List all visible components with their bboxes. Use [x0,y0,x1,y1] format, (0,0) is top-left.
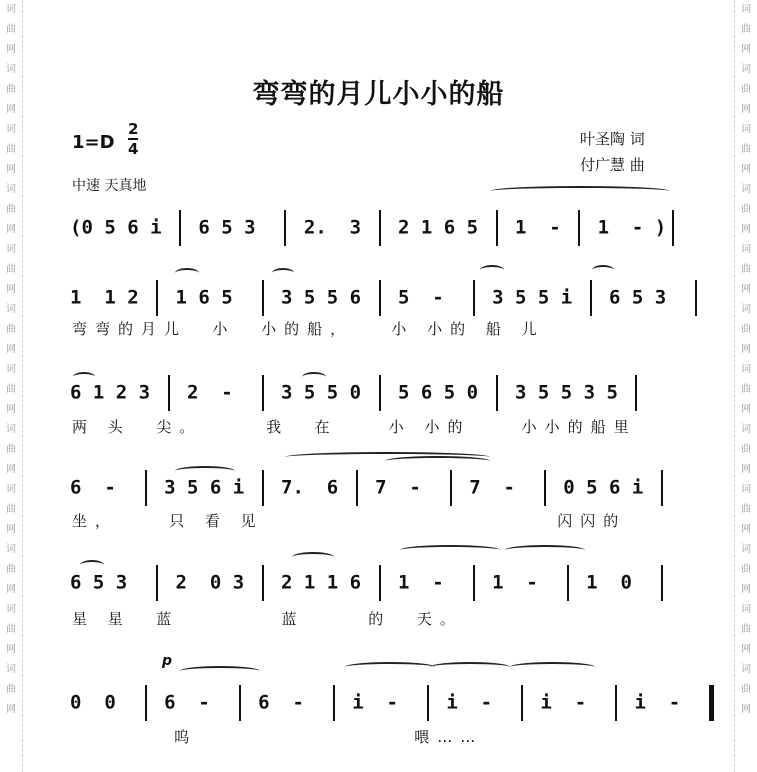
watermark-char: 网 [741,524,751,535]
watermark-char: 网 [741,344,751,355]
watermark-char: 词 [6,424,16,435]
watermark-char: 网 [741,284,751,295]
watermark-char: 词 [741,544,751,555]
barline [262,565,264,601]
watermark-char: 词 [741,244,751,255]
watermark-char: 词 [6,304,16,315]
barline [262,375,264,411]
lyrics-line-3: 两 头 尖。 我 在 小 小的 小小的船里 [72,418,637,436]
lyrics-line-2: 弯弯的月儿 小 小的船， 小 小的 船 儿 [72,320,545,338]
barline [262,470,264,506]
barline [145,470,147,506]
score-line-4 [70,470,669,510]
slur [510,662,595,672]
watermark-char: 网 [6,704,16,715]
time-numerator: 2 [128,120,139,138]
barline [284,210,286,246]
note-group: 7 - [457,476,538,499]
composer-credit: 付广慧 曲 [580,156,645,174]
slur [505,545,585,555]
watermark-char: 曲 [741,684,751,695]
watermark-char: 曲 [6,204,16,215]
note-group: 3 5 5 0 [269,381,373,404]
barline [615,685,617,721]
watermark-char: 词 [6,244,16,255]
note-group: 1 0 [574,571,655,594]
barline [379,210,381,246]
watermark-char: 词 [741,124,751,135]
watermark-char: 曲 [741,264,751,275]
dynamic-marking: p [162,653,173,669]
watermark-char: 曲 [6,324,16,335]
watermark-char: 词 [741,304,751,315]
watermark-char: 网 [6,164,16,175]
note-group: 2 0 3 [164,571,256,594]
barline [590,280,592,316]
note-group: i - [528,691,610,714]
watermark-char: 网 [6,524,16,535]
barline [578,210,580,246]
note-group: i - [623,691,704,714]
watermark-char: 网 [6,584,16,595]
note-group: 6 - [152,691,233,714]
watermark-char: 词 [741,364,751,375]
watermark-char: 曲 [6,504,16,515]
watermark-char: 网 [741,44,751,55]
barline [450,470,452,506]
barline [379,375,381,411]
note-group: 3 5 5 i [480,286,584,309]
watermark-char: 网 [6,344,16,355]
score-line-1 [70,210,680,250]
watermark-char: 网 [6,464,16,475]
watermark-char: 网 [741,104,751,115]
watermark-char: 词 [6,664,16,675]
slur [400,545,500,555]
note-group: 6 5 3 [70,571,151,594]
lyrics-line-6: 呜 喂…… [72,728,484,746]
watermark-char: 曲 [6,84,16,95]
watermark-char: 词 [741,484,751,495]
watermark-char: 词 [741,184,751,195]
watermark-char: 曲 [741,384,751,395]
note-group: 1 - ) [586,216,667,239]
score-line-6 [70,685,720,725]
watermark-left [0,0,23,772]
time-denominator: 4 [128,140,139,158]
slur [385,456,490,466]
barline [661,470,663,506]
watermark-char: 词 [741,424,751,435]
note-group: 2 - [175,381,256,404]
tempo-marking: 中速 天真地 [72,178,147,194]
watermark-char: 网 [6,284,16,295]
slur [272,268,294,278]
barline [521,685,523,721]
barline [695,280,697,316]
barline [239,685,241,721]
barline [709,685,714,721]
watermark-char: 曲 [741,504,751,515]
watermark-char: 网 [741,644,751,655]
note-group: 6 1 2 3 [70,381,162,404]
time-signature [128,120,138,158]
barline [567,565,569,601]
barline [356,470,358,506]
watermark-char: 词 [6,364,16,375]
key-signature: 1=D [72,132,115,153]
note-group: 1 - [386,571,467,594]
note-group: 5 - [386,286,467,309]
note-group: 2. 3 [292,216,373,239]
note-group: 6 - [246,691,327,714]
score-line-5 [70,565,669,605]
watermark-char: 词 [6,64,16,75]
barline [156,280,158,316]
watermark-char: 曲 [6,144,16,155]
watermark-char: 网 [741,584,751,595]
slur [175,268,199,278]
score-line-2 [70,280,703,320]
watermark-char: 网 [6,44,16,55]
watermark-char: 网 [741,704,751,715]
slur [292,552,334,562]
note-group: 1 1 2 [70,286,151,309]
note-group: 0 0 [70,691,139,714]
barline [379,565,381,601]
barline [379,280,381,316]
lyricist-credit: 叶圣陶 词 [580,130,645,148]
note-group: 6 5 3 [186,216,279,239]
watermark-char: 词 [6,604,16,615]
score-line-3 [70,375,643,415]
watermark-char: 曲 [6,24,16,35]
barline [672,210,674,246]
watermark-char: 曲 [741,444,751,455]
watermark-char: 网 [6,104,16,115]
barline [496,210,498,246]
watermark-char: 词 [741,64,751,75]
watermark-right [734,0,757,772]
lyrics-line-5: 星 星 蓝 蓝 的 天。 [72,610,463,628]
watermark-char: 网 [741,404,751,415]
watermark-char: 曲 [6,264,16,275]
watermark-char: 曲 [6,624,16,635]
barline [145,685,147,721]
slur [80,560,104,570]
barline [156,565,158,601]
note-group: 7. 6 [269,476,350,499]
note-group: 0 5 6 i [551,476,655,499]
slur [180,666,260,676]
watermark-char: 词 [741,4,751,15]
slur [302,372,326,382]
note-group: 7 - [363,476,444,499]
watermark-char: 网 [741,224,751,235]
barline [427,685,429,721]
watermark-char: 词 [6,184,16,195]
barline [635,375,637,411]
note-group: 3 5 5 3 5 [503,381,630,404]
watermark-char: 网 [6,644,16,655]
barline [333,685,335,721]
note-group: 1 - [480,571,561,594]
watermark-char: 曲 [741,84,751,95]
watermark-char: 曲 [741,624,751,635]
watermark-char: 词 [6,124,16,135]
slur [490,186,670,196]
note-group: 2 1 6 5 [386,216,490,239]
note-group: 2 1 1 6 [269,571,373,594]
note-group: 6 5 3 [597,286,690,309]
watermark-char: 曲 [741,324,751,335]
barline [179,210,181,246]
watermark-char: 词 [741,604,751,615]
slur [430,662,510,672]
watermark-char: 词 [6,544,16,555]
watermark-char: 曲 [6,444,16,455]
slur [345,662,435,672]
note-group: 3 5 5 6 [269,286,373,309]
watermark-char: 词 [6,4,16,15]
song-title: 弯弯的月儿小小的船 [252,79,505,110]
slur [175,466,235,476]
watermark-char: 词 [741,664,751,675]
watermark-char: 曲 [6,564,16,575]
watermark-char: 曲 [741,204,751,215]
watermark-char: 曲 [741,144,751,155]
watermark-char: 词 [6,484,16,495]
watermark-char: 曲 [741,564,751,575]
note-group: i - [434,691,515,714]
note-group: 6 - [70,476,139,499]
watermark-char: 网 [6,224,16,235]
note-group: (0 5 6 i [70,216,173,239]
slur [480,265,504,275]
lyrics-line-4: 坐， 只 看 见 闪闪的 [72,512,627,530]
watermark-char: 网 [741,464,751,475]
barline [544,470,546,506]
note-group: 1 - [503,216,573,239]
barline [168,375,170,411]
note-group: 3 5 6 i [152,476,256,499]
watermark-char: 网 [6,404,16,415]
barline [473,565,475,601]
barline [473,280,475,316]
note-group: 5 6 5 0 [386,381,490,404]
watermark-char: 曲 [6,684,16,695]
watermark-char: 曲 [6,384,16,395]
slur [73,372,95,382]
barline [661,565,663,601]
barline [262,280,264,316]
note-group: 1 6 5 [164,286,256,309]
note-group: i - [340,691,421,714]
slur [592,265,614,275]
watermark-char: 曲 [741,24,751,35]
barline [496,375,498,411]
watermark-char: 网 [741,164,751,175]
